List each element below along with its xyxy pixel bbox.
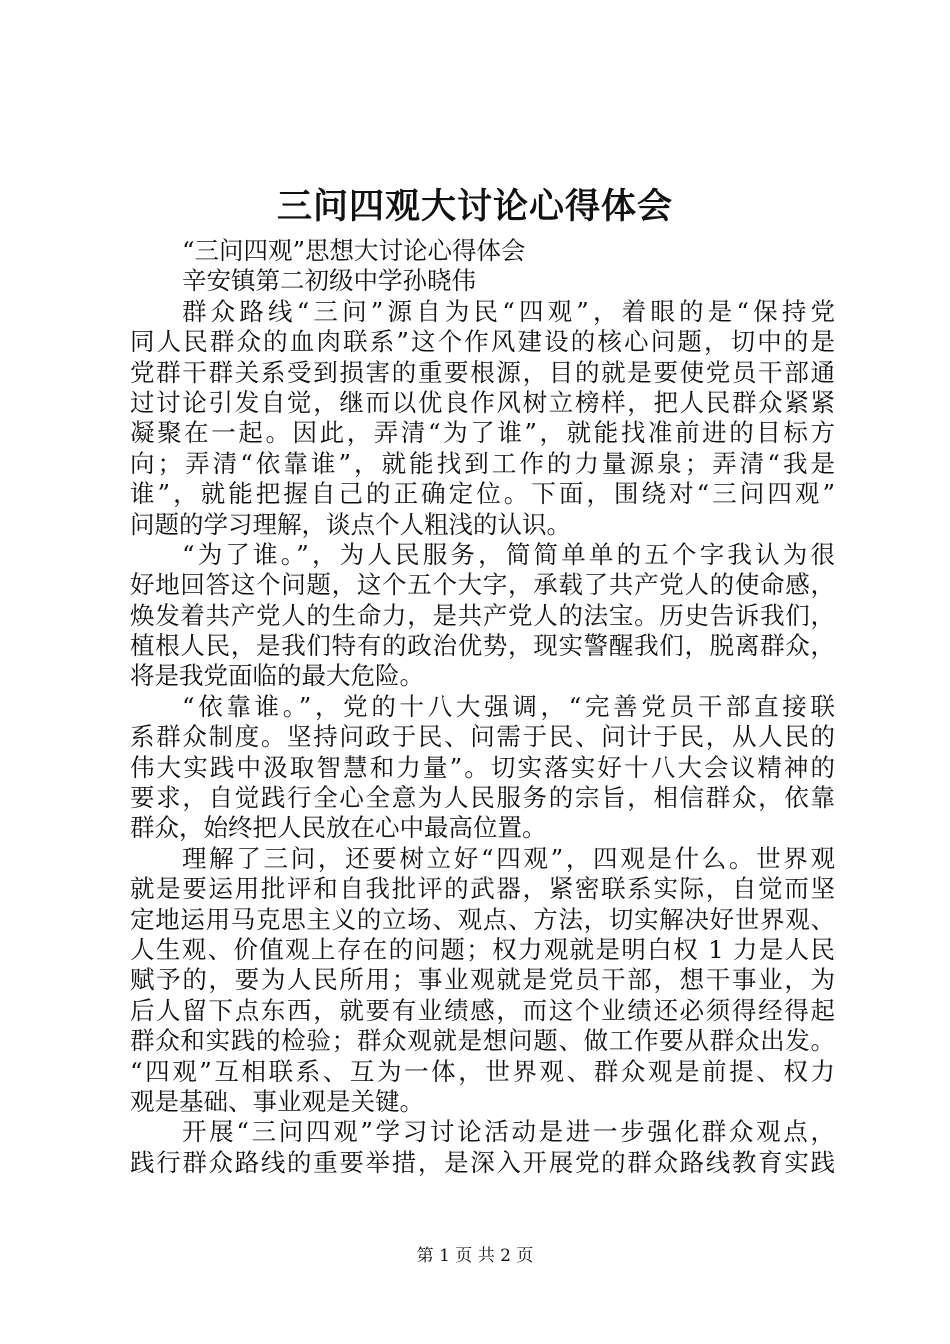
text-line: 同人民群众的血肉联系”这个作风建设的核心问题，切中的是 (130, 327, 835, 357)
text-line: 就是要运用批评和自我批评的武器，紧密联系实际，自觉而坚 (130, 874, 835, 904)
document-body (130, 236, 835, 1178)
text-line: 问题的学习理解，谈点个人粗浅的认识。 (130, 509, 571, 539)
text-line: 伟大实践中汲取智慧和力量”。切实落实好十八大会议精神的 (130, 752, 835, 782)
text-line: “三问四观”思想大讨论心得体会 (182, 236, 526, 265)
text-line: 观是基础、事业观是关键。 (130, 1086, 424, 1116)
text-line: 赋予的，要为人民所用；事业观就是党员干部，想干事业，为 (130, 965, 835, 995)
text-line: “四观”互相联系、互为一体，世界观、群众观是前提、权力 (130, 1056, 835, 1086)
text-line: 谁”，就能把握自己的正确定位。下面，围绕对“三问四观” (130, 479, 835, 509)
text-line: “依靠谁。”，党的十八大强调，“完善党员干部直接联 (182, 691, 835, 721)
text-line: 党群干群关系受到损害的重要根源，目的就是要使党员干部通 (130, 357, 835, 387)
text-line: 定地运用马克思主义的立场、观点、方法，切实解决好世界观、 (130, 904, 835, 934)
text-line: “为了谁。”，为人民服务，简简单单的五个字我认为很 (182, 539, 835, 569)
text-line: 凝聚在一起。因此，弄清“为了谁”，就能找准前进的目标方 (130, 418, 835, 448)
text-line: 开展“三问四观”学习讨论活动是进一步强化群众观点， (182, 1117, 835, 1147)
text-line: 过讨论引发自觉，继而以优良作风树立榜样，把人民群众紧紧 (130, 387, 835, 417)
text-line: 群众和实践的检验；群众观就是想问题、做工作要从群众出发。 (130, 1026, 835, 1056)
text-line: 将是我党面临的最大危险。 (130, 661, 424, 691)
text-line: 群众路线“三问”源自为民“四观”，着眼的是“保持党 (182, 296, 835, 326)
text-line: 理解了三问，还要树立好“四观”，四观是什么。世界观 (182, 843, 835, 873)
text-line: 植根人民，是我们特有的政治优势，现实警醒我们，脱离群众， (130, 631, 835, 661)
text-line: 向；弄清“依靠谁”，就能找到工作的力量源泉；弄清“我是 (130, 448, 835, 478)
page-footer: 第 1 页 共 2 页 (416, 1246, 534, 1266)
text-line: 群众，始终把人民放在心中最高位置。 (130, 813, 547, 843)
text-line: 辛安镇第二初级中学孙晓伟 (182, 266, 476, 296)
text-line: 践行群众路线的重要举措，是深入开展党的群众路线教育实践 (130, 1147, 835, 1177)
text-line: 好地回答这个问题，这个五个大字，承载了共产党人的使命感， (130, 570, 835, 600)
text-line: 人生观、价值观上存在的问题；权力观就是明白权 1 力是人民 (130, 934, 835, 964)
text-line: 要求，自觉践行全心全意为人民服务的宗旨，相信群众，依靠 (130, 783, 835, 813)
document-title: 三问四观大讨论心得体会 (276, 186, 673, 227)
text-line: 后人留下点东西，就要有业绩感，而这个业绩还必须得经得起 (130, 995, 835, 1025)
text-line: 焕发着共产党人的生命力，是共产党人的法宝。历史告诉我们， (130, 600, 835, 630)
text-line: 系群众制度。坚持问政于民、问需于民、问计于民，从人民的 (130, 722, 835, 752)
